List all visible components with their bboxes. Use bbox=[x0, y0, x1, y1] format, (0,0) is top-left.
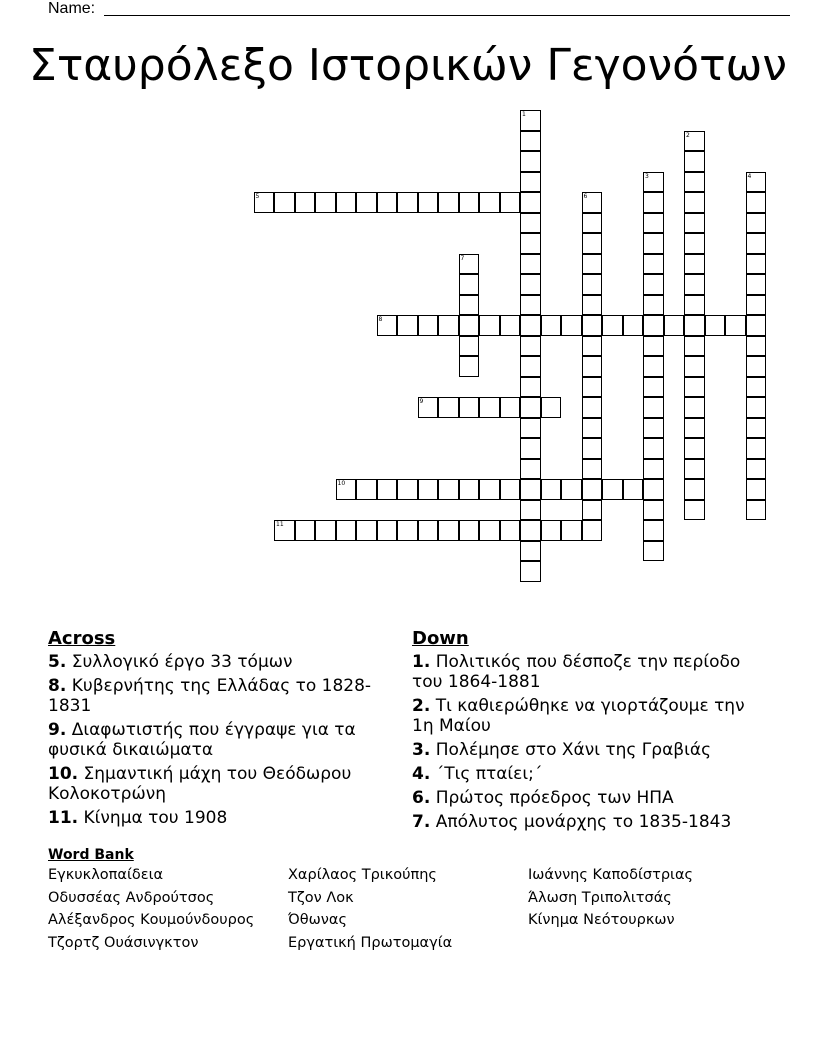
clue-text: Τι καθιερώθηκε να γιορτάζουμε την 1η Μαίου bbox=[412, 696, 745, 736]
crossword-cell[interactable] bbox=[684, 397, 705, 418]
crossword-cell[interactable] bbox=[684, 131, 705, 152]
cell-number: 10 bbox=[337, 480, 346, 487]
crossword-cell[interactable] bbox=[459, 520, 480, 541]
word-bank bbox=[48, 846, 748, 954]
crossword-cell[interactable] bbox=[643, 213, 664, 234]
word-bank-entry: Εργατική Πρωτομαγία bbox=[288, 934, 453, 951]
crossword-cell[interactable] bbox=[684, 479, 705, 500]
word-bank-entry: Αλέξανδρος Κουμούνδουρος bbox=[48, 912, 255, 928]
crossword-cell[interactable] bbox=[582, 274, 603, 295]
crossword-cell[interactable] bbox=[746, 172, 767, 193]
cell-number: 1 bbox=[522, 111, 526, 118]
clue-text: Κίνημα του 1908 bbox=[83, 808, 228, 828]
crossword-cell[interactable] bbox=[520, 315, 541, 336]
crossword-cell[interactable] bbox=[643, 336, 664, 357]
clue-number: 9. bbox=[48, 720, 67, 740]
crossword-cell[interactable] bbox=[315, 520, 336, 541]
crossword-cell[interactable] bbox=[582, 520, 603, 541]
crossword-cell[interactable] bbox=[438, 397, 459, 418]
clue-text: Πολέμησε στο Χάνι της Γραβιάς bbox=[435, 740, 712, 760]
crossword-cell[interactable] bbox=[520, 479, 541, 500]
crossword-cell[interactable] bbox=[336, 192, 357, 213]
crossword-cell[interactable] bbox=[746, 438, 767, 459]
crossword-cell[interactable] bbox=[520, 356, 541, 377]
crossword-cell[interactable] bbox=[746, 274, 767, 295]
clue-text: Πρώτος πρόεδρος των ΗΠΑ bbox=[435, 788, 674, 808]
crossword-cell[interactable] bbox=[500, 315, 521, 336]
clue-number: 4. bbox=[412, 764, 431, 784]
crossword-cell[interactable] bbox=[418, 192, 439, 213]
crossword-cell[interactable] bbox=[520, 131, 541, 152]
crossword-cell[interactable] bbox=[561, 520, 582, 541]
crossword-cell[interactable] bbox=[643, 172, 664, 193]
crossword-cell[interactable] bbox=[397, 192, 418, 213]
crossword-cell[interactable] bbox=[418, 397, 439, 418]
crossword-cell[interactable] bbox=[295, 192, 316, 213]
crossword-cell[interactable] bbox=[520, 151, 541, 172]
crossword-cell[interactable] bbox=[746, 233, 767, 254]
crossword-cell[interactable] bbox=[459, 192, 480, 213]
crossword-cell[interactable] bbox=[479, 479, 500, 500]
crossword-cell[interactable] bbox=[520, 459, 541, 480]
crossword-cell[interactable] bbox=[643, 315, 664, 336]
crossword-cell[interactable] bbox=[582, 356, 603, 377]
crossword-cell[interactable] bbox=[336, 520, 357, 541]
crossword-cell[interactable] bbox=[520, 110, 541, 131]
across-clues bbox=[48, 627, 378, 832]
crossword-cell[interactable] bbox=[582, 377, 603, 398]
crossword-cell[interactable] bbox=[746, 500, 767, 521]
cell-number: 8 bbox=[378, 316, 383, 323]
crossword-cell[interactable] bbox=[520, 438, 541, 459]
crossword-cell[interactable] bbox=[684, 233, 705, 254]
crossword-cell[interactable] bbox=[582, 192, 603, 213]
crossword-cell[interactable] bbox=[643, 397, 664, 418]
across-clue bbox=[48, 676, 378, 716]
crossword-cell[interactable] bbox=[684, 459, 705, 480]
crossword-cell[interactable] bbox=[520, 397, 541, 418]
down-clue bbox=[412, 812, 752, 832]
crossword-cell[interactable] bbox=[684, 295, 705, 316]
crossword-cell[interactable] bbox=[746, 192, 767, 213]
crossword-cell[interactable] bbox=[684, 418, 705, 439]
crossword-cell[interactable] bbox=[520, 418, 541, 439]
crossword-cell[interactable] bbox=[643, 541, 664, 562]
crossword-cell[interactable] bbox=[479, 397, 500, 418]
cell-number: 2 bbox=[686, 131, 690, 139]
clue-text: Απόλυτος μονάρχης το 1835-1843 bbox=[435, 812, 732, 832]
down-clue bbox=[412, 788, 752, 808]
crossword-cell[interactable] bbox=[623, 479, 644, 500]
down-heading: Down bbox=[412, 628, 469, 649]
crossword-cell[interactable] bbox=[684, 356, 705, 377]
crossword-cell[interactable] bbox=[582, 438, 603, 459]
word-bank-entry: Άλωση Τριπολιτσάς bbox=[528, 889, 672, 906]
crossword-cell[interactable] bbox=[643, 192, 664, 213]
cell-number: 3 bbox=[645, 172, 649, 180]
clue-number: 3. bbox=[412, 740, 431, 760]
crossword-cell[interactable] bbox=[582, 459, 603, 480]
crossword-cell[interactable] bbox=[602, 315, 623, 336]
crossword-cell[interactable] bbox=[520, 192, 541, 213]
crossword-cell[interactable] bbox=[520, 295, 541, 316]
crossword-cell[interactable] bbox=[438, 192, 459, 213]
crossword-cell[interactable] bbox=[520, 520, 541, 541]
down-clue bbox=[412, 740, 752, 760]
crossword-cell[interactable] bbox=[746, 479, 767, 500]
word-bank-column bbox=[528, 864, 748, 954]
crossword-cell[interactable] bbox=[623, 315, 644, 336]
crossword-cell[interactable] bbox=[582, 500, 603, 521]
crossword-cell[interactable] bbox=[684, 336, 705, 357]
crossword-cell[interactable] bbox=[520, 233, 541, 254]
crossword-cell[interactable] bbox=[274, 192, 295, 213]
crossword-cell[interactable] bbox=[643, 520, 664, 541]
crossword-cell[interactable] bbox=[459, 315, 480, 336]
down-clues bbox=[412, 627, 752, 836]
crossword-cell[interactable] bbox=[500, 192, 521, 213]
crossword-cell[interactable] bbox=[746, 315, 767, 336]
crossword-cell[interactable] bbox=[479, 315, 500, 336]
across-clue bbox=[48, 808, 378, 828]
cell-number: 7 bbox=[460, 254, 465, 262]
crossword-cell[interactable] bbox=[582, 336, 603, 357]
clue-text: ΄Τις πταίει;΄ bbox=[435, 764, 543, 784]
crossword-cell[interactable] bbox=[684, 274, 705, 295]
crossword-cell[interactable] bbox=[520, 336, 541, 357]
crossword-cell[interactable] bbox=[561, 315, 582, 336]
crossword-cell[interactable] bbox=[684, 213, 705, 234]
crossword-cell[interactable] bbox=[643, 500, 664, 521]
crossword-cell[interactable] bbox=[561, 479, 582, 500]
crossword-cell[interactable] bbox=[643, 356, 664, 377]
across-clue bbox=[48, 720, 378, 760]
crossword-cell[interactable] bbox=[746, 336, 767, 357]
crossword-cell[interactable] bbox=[643, 233, 664, 254]
word-bank-entry: Εγκυκλοπαίδεια bbox=[48, 867, 164, 883]
crossword-cell[interactable] bbox=[725, 315, 746, 336]
crossword-cell[interactable] bbox=[643, 418, 664, 439]
crossword-cell[interactable] bbox=[643, 438, 664, 459]
word-bank-entry: Ιωάννης Καποδίστριας bbox=[528, 867, 694, 883]
crossword-cell[interactable] bbox=[356, 192, 377, 213]
word-bank-column bbox=[288, 864, 528, 954]
down-clue bbox=[412, 652, 752, 692]
crossword-cell[interactable] bbox=[438, 479, 459, 500]
cell-number: 11 bbox=[276, 521, 284, 528]
crossword-cell[interactable] bbox=[684, 438, 705, 459]
crossword-cell[interactable] bbox=[438, 520, 459, 541]
crossword-cell[interactable] bbox=[397, 520, 418, 541]
crossword-cell[interactable] bbox=[520, 541, 541, 562]
crossword-cell[interactable] bbox=[336, 479, 357, 500]
crossword-cell[interactable] bbox=[541, 520, 562, 541]
crossword-cell[interactable] bbox=[520, 213, 541, 234]
crossword-cell[interactable] bbox=[684, 192, 705, 213]
clue-number: 8. bbox=[48, 676, 67, 696]
crossword-cell[interactable] bbox=[643, 459, 664, 480]
clue-text: Πολιτικός που δέσποζε την περίοδο του 1864-1881 bbox=[412, 652, 741, 692]
crossword-cell[interactable] bbox=[520, 274, 541, 295]
crossword-cell[interactable] bbox=[459, 274, 480, 295]
crossword-cell[interactable] bbox=[684, 151, 705, 172]
crossword-cell[interactable] bbox=[746, 213, 767, 234]
crossword-cell[interactable] bbox=[377, 479, 398, 500]
crossword-cell[interactable] bbox=[500, 520, 521, 541]
crossword-cell[interactable] bbox=[582, 213, 603, 234]
crossword-cell[interactable] bbox=[397, 479, 418, 500]
clue-number: 7. bbox=[412, 812, 431, 832]
crossword-cell[interactable] bbox=[377, 315, 398, 336]
down-clue bbox=[412, 764, 752, 784]
crossword-cell[interactable] bbox=[418, 479, 439, 500]
crossword-cell[interactable] bbox=[582, 233, 603, 254]
clue-number: 11. bbox=[48, 808, 79, 828]
crossword-cell[interactable] bbox=[418, 315, 439, 336]
crossword-cell[interactable] bbox=[520, 561, 541, 582]
crossword-cell[interactable] bbox=[643, 274, 664, 295]
clue-number: 6. bbox=[412, 788, 431, 808]
crossword-cell[interactable] bbox=[479, 520, 500, 541]
clue-number: 2. bbox=[412, 696, 431, 716]
across-clue bbox=[48, 652, 378, 672]
crossword-cell[interactable] bbox=[582, 479, 603, 500]
crossword-cell[interactable] bbox=[459, 336, 480, 357]
crossword-cell[interactable] bbox=[643, 295, 664, 316]
crossword-cell[interactable] bbox=[274, 520, 295, 541]
crossword-cell[interactable] bbox=[684, 500, 705, 521]
crossword-cell[interactable] bbox=[746, 377, 767, 398]
clue-text: Συλλογικό έργο 33 τόμων bbox=[71, 652, 293, 672]
crossword-cell[interactable] bbox=[684, 315, 705, 336]
crossword-cell[interactable] bbox=[746, 459, 767, 480]
crossword-cell[interactable] bbox=[746, 397, 767, 418]
word-bank-entry: Οδυσσέας Ανδρούτσος bbox=[48, 889, 215, 906]
crossword-cell[interactable] bbox=[582, 315, 603, 336]
name-label: Name: bbox=[48, 0, 96, 17]
crossword-cell[interactable] bbox=[541, 479, 562, 500]
crossword-cell[interactable] bbox=[746, 356, 767, 377]
crossword-cell[interactable] bbox=[520, 377, 541, 398]
clue-text: Κυβερνήτης της Ελλάδας το 1828-1831 bbox=[48, 676, 372, 716]
crossword-cell[interactable] bbox=[356, 479, 377, 500]
crossword-cell[interactable] bbox=[315, 192, 336, 213]
crossword-cell[interactable] bbox=[459, 479, 480, 500]
crossword-cell[interactable] bbox=[582, 418, 603, 439]
crossword-cell[interactable] bbox=[643, 479, 664, 500]
page-title: Σταυρόλεξο Ιστορικών Γεγονότων bbox=[29, 40, 787, 91]
crossword-cell[interactable] bbox=[295, 520, 316, 541]
crossword-cell[interactable] bbox=[602, 479, 623, 500]
word-bank-entry: Όθωνας bbox=[288, 912, 347, 928]
crossword-cell[interactable] bbox=[377, 192, 398, 213]
crossword-cell[interactable] bbox=[746, 295, 767, 316]
crossword-cell[interactable] bbox=[541, 397, 562, 418]
word-bank-title: Word Bank bbox=[48, 847, 134, 863]
crossword-cell[interactable] bbox=[377, 520, 398, 541]
crossword-cell[interactable] bbox=[500, 397, 521, 418]
crossword-cell[interactable] bbox=[582, 397, 603, 418]
cell-number: 9 bbox=[419, 398, 424, 405]
down-clue bbox=[412, 696, 752, 736]
across-heading: Across bbox=[48, 628, 116, 649]
cell-number: 4 bbox=[747, 172, 752, 180]
across-clue bbox=[48, 764, 378, 804]
crossword-cell[interactable] bbox=[459, 397, 480, 418]
crossword-cell[interactable] bbox=[418, 520, 439, 541]
crossword-cell[interactable] bbox=[459, 254, 480, 275]
word-bank-entry: Χαρίλαος Τρικούπης bbox=[288, 867, 437, 883]
crossword-cell[interactable] bbox=[684, 172, 705, 193]
crossword-cell[interactable] bbox=[500, 479, 521, 500]
clue-number: 10. bbox=[48, 764, 79, 784]
word-bank-entry: Τζον Λοκ bbox=[288, 889, 354, 906]
clue-number: 1. bbox=[412, 652, 431, 672]
crossword-cell[interactable] bbox=[459, 356, 480, 377]
crossword-cell[interactable] bbox=[684, 377, 705, 398]
word-bank-entry: Κίνημα Νεότουρκων bbox=[528, 912, 675, 928]
crossword-cell[interactable] bbox=[643, 377, 664, 398]
crossword-cell[interactable] bbox=[479, 192, 500, 213]
crossword-cell[interactable] bbox=[520, 172, 541, 193]
crossword-cell[interactable] bbox=[664, 315, 685, 336]
word-bank-entry: Τζορτζ Ουάσινγκτον bbox=[48, 934, 199, 951]
clue-text: Διαφωτιστής που έγγραψε για τα φυσικά δικαιώματα bbox=[48, 720, 356, 760]
crossword-cell[interactable] bbox=[705, 315, 726, 336]
crossword-cell[interactable] bbox=[356, 520, 377, 541]
crossword-cell[interactable] bbox=[254, 192, 275, 213]
crossword-cell[interactable] bbox=[746, 418, 767, 439]
crossword-cell[interactable] bbox=[582, 295, 603, 316]
crossword-cell[interactable] bbox=[397, 315, 418, 336]
crossword-cell[interactable] bbox=[684, 254, 705, 275]
word-bank-column bbox=[48, 864, 288, 954]
crossword-cell[interactable] bbox=[582, 254, 603, 275]
crossword-cell[interactable] bbox=[438, 315, 459, 336]
cell-number: 6 bbox=[583, 193, 588, 200]
crossword-cell[interactable] bbox=[520, 500, 541, 521]
crossword-cell[interactable] bbox=[541, 315, 562, 336]
crossword-cell[interactable] bbox=[746, 254, 767, 275]
clue-number: 5. bbox=[48, 652, 67, 672]
crossword-cell[interactable] bbox=[520, 254, 541, 275]
crossword-cell[interactable] bbox=[643, 254, 664, 275]
clue-text: Σημαντική μάχη του Θεόδωρου Κολοκοτρώνη bbox=[48, 764, 352, 804]
cell-number: 5 bbox=[255, 193, 260, 200]
crossword-cell[interactable] bbox=[459, 295, 480, 316]
